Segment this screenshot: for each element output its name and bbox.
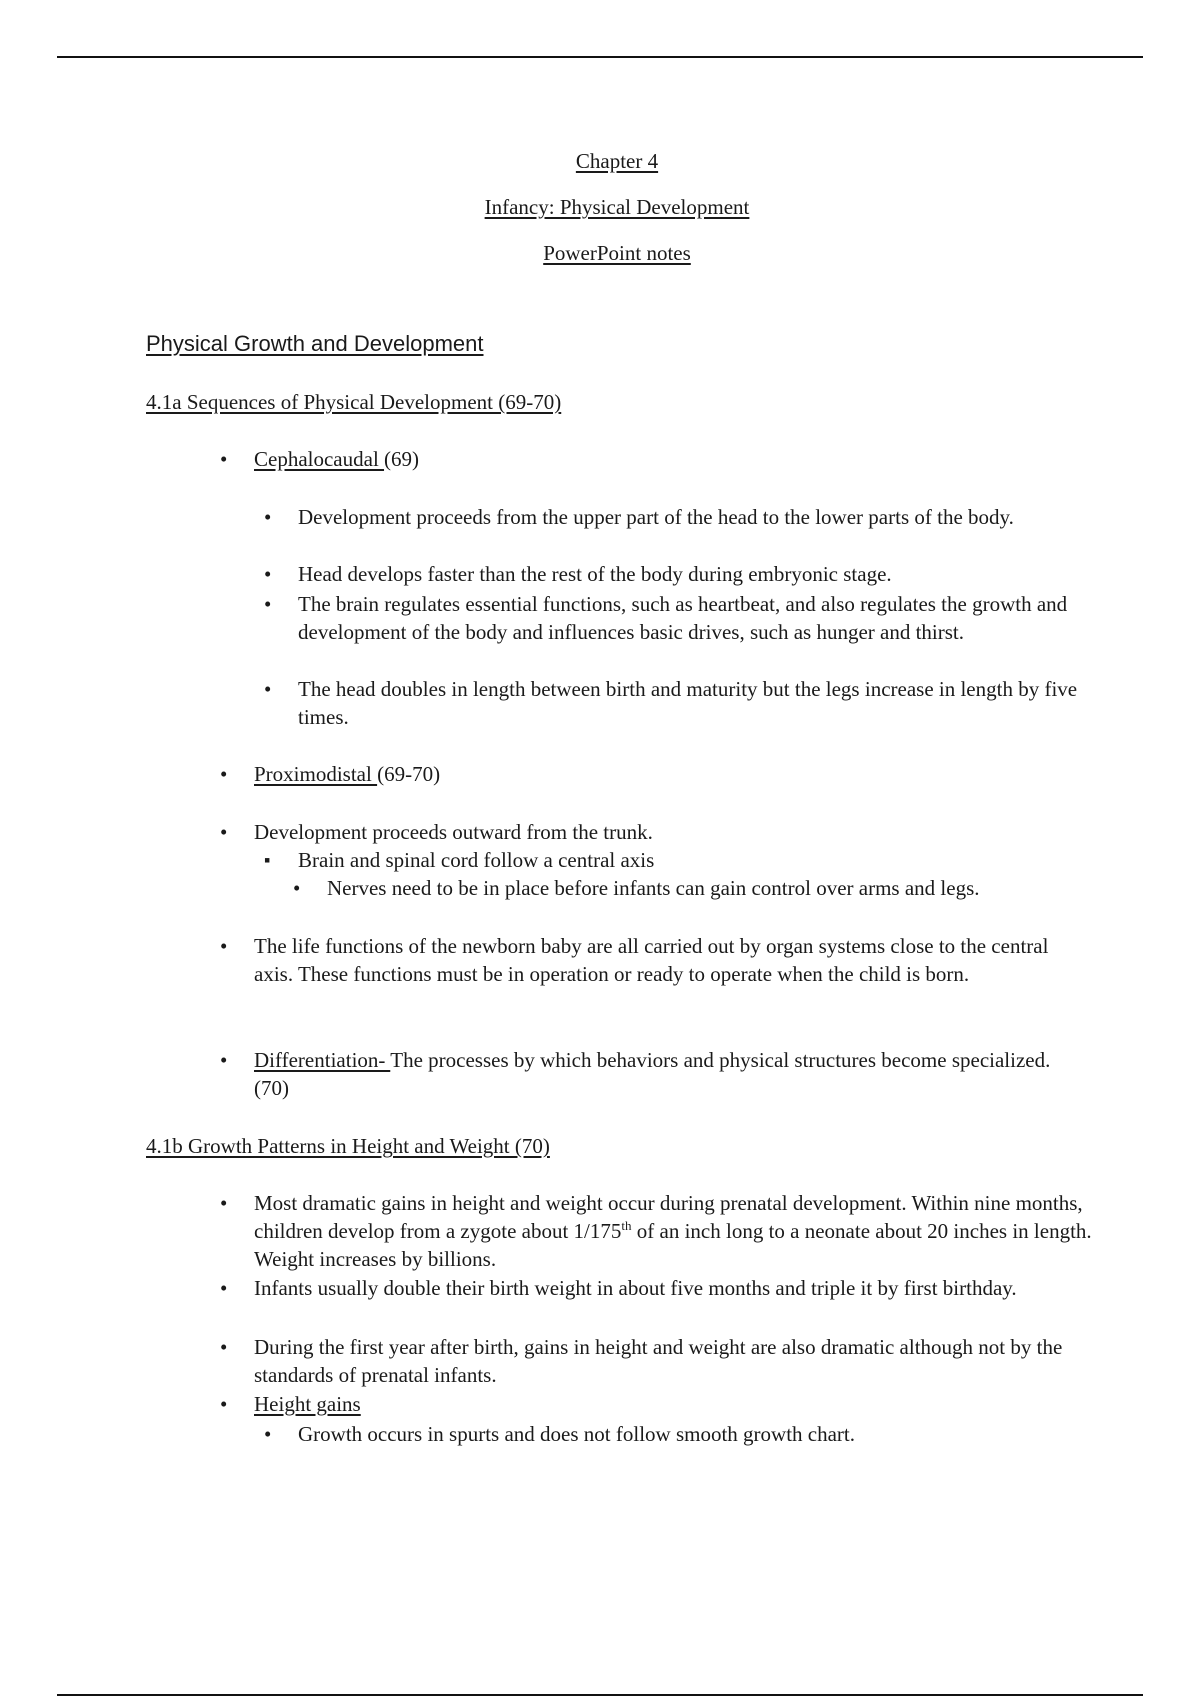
section-title: Physical Growth and Development (146, 331, 484, 356)
point1-text-b: of an inch long to a neonate about 20 inches in length. Weight increases by billions. (254, 1219, 1092, 1271)
list-item: ▪ Brain and spinal cord follow a central axis (298, 846, 1084, 874)
differentiation-text: The processes by which behaviors and physical structures become specialized. (70) (254, 1048, 1051, 1100)
point1-superscript: th (621, 1218, 632, 1233)
top-rule (57, 56, 1143, 58)
bullet-proximodistal (254, 760, 1084, 788)
list-item: • Growth occurs in spurts and does not follow smooth growth chart. (298, 1420, 1084, 1448)
pages-proximodistal: (69-70) (377, 762, 441, 786)
term-proximodistal: Proximodistal (254, 762, 378, 786)
list-item (254, 1189, 1100, 1273)
list-item: • Nerves need to be in place before infants can gain control over arms and legs. (327, 874, 1117, 902)
bullet-height-gains (254, 1390, 1084, 1418)
list-item: • The head doubles in length between birth and maturity but the legs increase in length by five times. (298, 675, 1084, 731)
term-differentiation: Differentiation- (254, 1048, 391, 1072)
list-item: • Infants usually double their birth weight in about five months and triple it by first birthday. (254, 1274, 1084, 1302)
document-subtitle: PowerPoint notes (543, 241, 691, 265)
list-item: • Head develops faster than the rest of the body during embryonic stage. (298, 560, 1084, 588)
list-item: • During the first year after birth, gains in height and weight are also dramatic although not by the standards of prenatal infants. (254, 1333, 1100, 1389)
list-item: • The life functions of the newborn baby are all carried out by organ systems close to the central axis. These functions must be in operation or ready to operate when the child is born. (254, 932, 1084, 988)
bullet-differentiation (254, 1046, 1084, 1102)
point1-text-a: Most dramatic gains in height and weight occur during prenatal development. Within nine months, children develop from a zygote about 1/175 (254, 1191, 1083, 1243)
list-item: • Development proceeds from the upper part of the head to the lower parts of the body. (298, 503, 1084, 531)
pages-cephalocaudal: (69) (384, 447, 420, 471)
term-cephalocaudal: Cephalocaudal (254, 447, 385, 471)
list-item: • The brain regulates essential functions, such as heartbeat, and also regulates the growth and development of the body and influences basic drives, such as hunger and thirst. (298, 590, 1098, 646)
bullet-cephalocaudal (254, 445, 1084, 473)
term-height-gains: Height gains (254, 1392, 361, 1416)
heading-4-1b: 4.1b Growth Patterns in Height and Weight (70) (146, 1134, 550, 1158)
bottom-rule (57, 1694, 1143, 1696)
heading-4-1a: 4.1a Sequences of Physical Development (69-70) (146, 390, 562, 414)
list-item: • Development proceeds outward from the trunk. (254, 818, 1084, 846)
document-title: Infancy: Physical Development (484, 195, 750, 219)
chapter-label: Chapter 4 (575, 149, 659, 173)
